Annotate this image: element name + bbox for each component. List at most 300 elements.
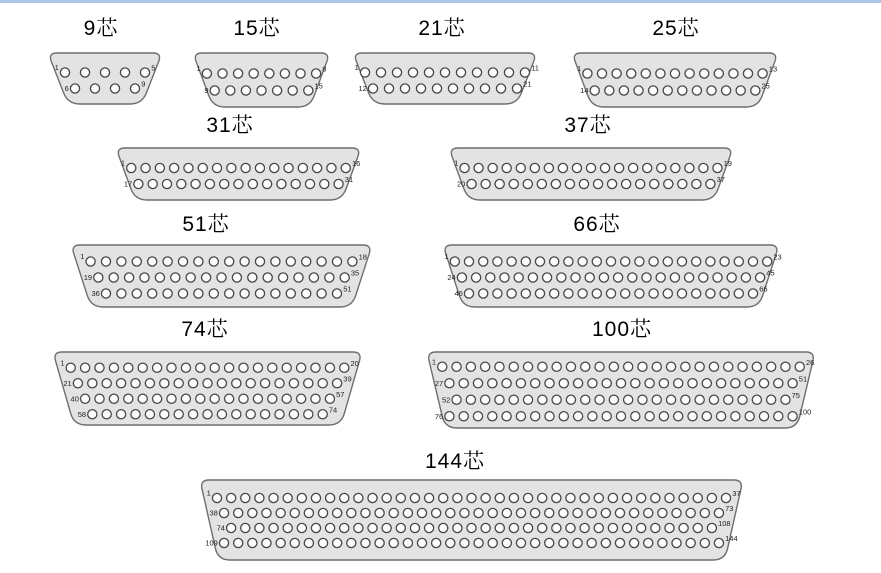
- pin: [347, 538, 356, 547]
- pin: [298, 163, 307, 172]
- pin: [210, 86, 219, 95]
- pin: [688, 412, 697, 421]
- pin: [664, 179, 673, 188]
- pin: [384, 84, 393, 93]
- pin: [481, 493, 490, 502]
- pin: [656, 69, 665, 78]
- pin: [481, 395, 490, 404]
- pin: [595, 362, 604, 371]
- pin: [268, 394, 277, 403]
- top-border: [0, 0, 881, 3]
- pin: [509, 523, 518, 532]
- pin: [277, 179, 286, 188]
- pin: [296, 69, 305, 78]
- pin: [688, 379, 697, 388]
- pin: [467, 179, 476, 188]
- pin: [745, 412, 754, 421]
- pin: [488, 508, 497, 517]
- pin-number-label: 58: [77, 409, 87, 419]
- pin: [516, 508, 525, 517]
- pin: [619, 86, 628, 95]
- pin: [340, 523, 349, 532]
- pin: [700, 69, 709, 78]
- connector-15pin: [193, 53, 330, 107]
- pin: [731, 379, 740, 388]
- pin: [124, 394, 133, 403]
- pin: [217, 379, 226, 388]
- pin: [302, 257, 311, 266]
- pin: [153, 394, 162, 403]
- pin: [217, 273, 226, 282]
- pin: [174, 379, 183, 388]
- pin: [693, 523, 702, 532]
- pin: [523, 493, 532, 502]
- pin: [488, 538, 497, 547]
- pin: [645, 412, 654, 421]
- pin: [134, 179, 143, 188]
- pin: [446, 508, 455, 517]
- pin: [659, 412, 668, 421]
- pin: [580, 493, 589, 502]
- pin: [652, 395, 661, 404]
- pin: [641, 69, 650, 78]
- pin: [382, 493, 391, 502]
- pin: [334, 179, 343, 188]
- pin-number-label: 100: [798, 407, 812, 417]
- pin: [174, 410, 183, 419]
- pin-number-label: 15: [314, 81, 323, 91]
- pin: [375, 538, 384, 547]
- pin: [586, 163, 595, 172]
- pin: [424, 68, 433, 77]
- pin-number-label: 36: [91, 289, 100, 299]
- pin: [502, 163, 511, 172]
- pin: [628, 273, 637, 282]
- pin: [659, 379, 668, 388]
- pin: [681, 362, 690, 371]
- pin: [767, 395, 776, 404]
- pin: [727, 273, 736, 282]
- pin: [685, 69, 694, 78]
- pin: [699, 163, 708, 172]
- pin: [588, 412, 597, 421]
- pin: [160, 379, 169, 388]
- pin: [265, 69, 274, 78]
- pin: [410, 493, 419, 502]
- pin-number-label: 1: [80, 252, 85, 261]
- pin: [743, 69, 752, 78]
- pin: [453, 523, 462, 532]
- pin: [650, 179, 659, 188]
- pin: [706, 257, 715, 266]
- connector-74pin: [53, 352, 362, 425]
- pin-number-label: 1: [354, 63, 359, 72]
- connector-66pin: [443, 245, 782, 307]
- pin: [109, 394, 118, 403]
- pin: [194, 257, 203, 266]
- pin: [205, 179, 214, 188]
- pin: [496, 84, 505, 93]
- pin: [521, 257, 530, 266]
- pin: [652, 362, 661, 371]
- pin: [606, 257, 615, 266]
- pin: [666, 395, 675, 404]
- connector-shell: [355, 53, 534, 104]
- pin: [702, 412, 711, 421]
- pin: [241, 523, 250, 532]
- pin: [280, 69, 289, 78]
- pin: [656, 273, 665, 282]
- pin: [66, 363, 75, 372]
- pin: [550, 257, 559, 266]
- pin: [459, 412, 468, 421]
- pin: [495, 523, 504, 532]
- pin: [606, 289, 615, 298]
- pin: [163, 257, 172, 266]
- pin: [347, 508, 356, 517]
- pin: [615, 508, 624, 517]
- pin: [450, 257, 459, 266]
- pin: [290, 508, 299, 517]
- pin: [109, 363, 118, 372]
- pin: [559, 508, 568, 517]
- pin: [417, 508, 426, 517]
- pin-number-label: 37: [716, 175, 725, 184]
- pin: [354, 523, 363, 532]
- pin-number-label: 1: [54, 63, 59, 72]
- pin: [672, 538, 681, 547]
- pin: [559, 379, 568, 388]
- pin: [203, 410, 212, 419]
- pin-number-label: 75: [791, 390, 800, 400]
- pin: [643, 163, 652, 172]
- pin: [538, 395, 547, 404]
- pin: [341, 163, 350, 172]
- pin: [460, 538, 469, 547]
- pin: [748, 289, 757, 298]
- pin: [557, 273, 566, 282]
- pin: [227, 163, 236, 172]
- pin: [248, 179, 257, 188]
- pin: [609, 395, 618, 404]
- pin: [720, 257, 729, 266]
- pin: [566, 493, 575, 502]
- pin: [679, 523, 688, 532]
- pin: [145, 379, 154, 388]
- pin-number-label: 21: [63, 378, 72, 388]
- pin: [354, 493, 363, 502]
- pin: [520, 68, 529, 77]
- pin: [177, 179, 186, 188]
- pin: [709, 395, 718, 404]
- pin: [333, 508, 342, 517]
- pin-number-label: 108: [718, 519, 731, 528]
- pin: [219, 508, 228, 517]
- pin: [566, 362, 575, 371]
- pin: [263, 273, 272, 282]
- pin: [516, 538, 525, 547]
- pin-number-label: 12: [358, 84, 367, 94]
- pin: [255, 289, 264, 298]
- pin: [788, 379, 797, 388]
- pin: [630, 538, 639, 547]
- connector-21pin: [353, 53, 537, 104]
- pin: [759, 379, 768, 388]
- pin: [101, 289, 110, 298]
- pin: [467, 493, 476, 502]
- pin: [60, 68, 69, 77]
- pin-number-label: 1: [206, 488, 211, 498]
- pin: [181, 363, 190, 372]
- pin: [148, 179, 157, 188]
- pin: [248, 508, 257, 517]
- pin: [275, 410, 284, 419]
- pin: [481, 179, 490, 188]
- pin-number-label: 20: [457, 179, 466, 189]
- pin: [500, 273, 509, 282]
- pin: [317, 257, 326, 266]
- pin: [325, 273, 334, 282]
- pin: [706, 179, 715, 188]
- connector-title-100: 100芯: [591, 318, 653, 341]
- pin-number-label: 11: [531, 63, 539, 73]
- pin-number-label: 57: [336, 389, 345, 399]
- pin-number-label: 51: [798, 374, 808, 384]
- pin: [318, 379, 327, 388]
- pin: [729, 69, 738, 78]
- pin: [127, 163, 136, 172]
- pin: [218, 69, 227, 78]
- pin: [502, 538, 511, 547]
- pin: [163, 289, 172, 298]
- pin: [241, 86, 250, 95]
- pin: [581, 395, 590, 404]
- pin: [148, 257, 157, 266]
- pin: [424, 493, 433, 502]
- pin-number-label: 1: [577, 64, 582, 73]
- pin: [396, 493, 405, 502]
- pin: [788, 412, 797, 421]
- pin: [246, 410, 255, 419]
- pin: [270, 163, 279, 172]
- pin: [795, 362, 804, 371]
- pin-number-label: 13: [768, 64, 778, 74]
- pin: [286, 289, 295, 298]
- pin: [745, 379, 754, 388]
- pin: [486, 273, 495, 282]
- pin: [566, 523, 575, 532]
- pin: [410, 523, 419, 532]
- pin-number-label: 26: [805, 357, 815, 367]
- pin: [665, 493, 674, 502]
- pin-number-label: 9: [141, 79, 146, 89]
- pin: [531, 508, 540, 517]
- pin: [340, 273, 349, 282]
- pin: [631, 379, 640, 388]
- pin: [748, 257, 757, 266]
- pin: [700, 508, 709, 517]
- pin: [738, 362, 747, 371]
- pin: [635, 289, 644, 298]
- pin: [227, 493, 236, 502]
- pin: [311, 394, 320, 403]
- pin: [615, 163, 624, 172]
- pin: [602, 379, 611, 388]
- pin: [162, 179, 171, 188]
- pin: [629, 163, 638, 172]
- pin: [284, 163, 293, 172]
- pin: [612, 69, 621, 78]
- pin: [752, 362, 761, 371]
- connector-shell: [574, 53, 778, 107]
- pin: [271, 289, 280, 298]
- pin: [73, 379, 82, 388]
- pin: [566, 395, 575, 404]
- pin: [622, 523, 631, 532]
- pin: [509, 493, 518, 502]
- pin-number-label: 39: [343, 374, 352, 384]
- pin: [460, 508, 469, 517]
- pin: [132, 257, 141, 266]
- pin-number-label: 18: [358, 252, 367, 262]
- pin: [297, 493, 306, 502]
- pin: [724, 395, 733, 404]
- pin: [578, 289, 587, 298]
- pin: [495, 179, 504, 188]
- pin: [678, 86, 687, 95]
- pin: [721, 493, 730, 502]
- pin: [472, 68, 481, 77]
- pin: [717, 412, 726, 421]
- pin: [535, 289, 544, 298]
- pin: [608, 523, 617, 532]
- pin: [101, 257, 110, 266]
- pin: [312, 69, 321, 78]
- pin: [763, 257, 772, 266]
- pin: [767, 362, 776, 371]
- pin-number-label: 21: [523, 79, 532, 89]
- pin-number-label: 1: [196, 64, 201, 73]
- pin: [438, 362, 447, 371]
- pin: [464, 257, 473, 266]
- pin-number-label: 74: [328, 405, 338, 415]
- pin: [439, 493, 448, 502]
- pin: [167, 363, 176, 372]
- pin: [375, 508, 384, 517]
- pin: [457, 273, 466, 282]
- pin: [509, 362, 518, 371]
- pin: [579, 179, 588, 188]
- connector-shell: [118, 148, 361, 200]
- connector-37pin: [449, 148, 733, 200]
- pin: [473, 379, 482, 388]
- pin: [130, 84, 139, 93]
- connector-31pin: [116, 148, 361, 200]
- pin: [756, 273, 765, 282]
- pin: [219, 538, 228, 547]
- pin: [376, 68, 385, 77]
- pin: [269, 523, 278, 532]
- pin: [670, 273, 679, 282]
- pin: [621, 257, 630, 266]
- pin: [325, 363, 334, 372]
- pin: [304, 379, 313, 388]
- pin: [481, 523, 490, 532]
- pin: [621, 289, 630, 298]
- pin: [493, 257, 502, 266]
- pin: [368, 84, 377, 93]
- pin: [318, 410, 327, 419]
- pin: [512, 84, 521, 93]
- pin: [86, 257, 95, 266]
- pin: [232, 410, 241, 419]
- pin: [593, 179, 602, 188]
- pin: [590, 86, 599, 95]
- pin: [389, 538, 398, 547]
- pin: [124, 363, 133, 372]
- connector-shell: [202, 480, 742, 560]
- pin: [531, 412, 540, 421]
- pin: [332, 289, 341, 298]
- pin: [88, 410, 97, 419]
- pin: [681, 395, 690, 404]
- pin: [445, 379, 454, 388]
- pin: [227, 523, 236, 532]
- pin: [232, 379, 241, 388]
- pin: [94, 273, 103, 282]
- pin: [670, 69, 679, 78]
- pin: [736, 86, 745, 95]
- pin: [240, 289, 249, 298]
- pin: [268, 363, 277, 372]
- pin: [189, 410, 198, 419]
- pin: [249, 69, 258, 78]
- pin: [318, 538, 327, 547]
- connector-title-25: 25芯: [652, 17, 700, 40]
- pin-number-label: 1: [60, 358, 65, 368]
- pin: [531, 379, 540, 388]
- pin: [523, 395, 532, 404]
- connector-9pin: [48, 53, 162, 104]
- pin-number-label: 19: [83, 273, 93, 283]
- pin: [594, 523, 603, 532]
- pin: [262, 508, 271, 517]
- pin: [717, 379, 726, 388]
- pin-number-label: 37: [732, 489, 741, 498]
- pin: [196, 363, 205, 372]
- pin: [297, 394, 306, 403]
- pin: [239, 394, 248, 403]
- pin: [752, 395, 761, 404]
- connector-title-31: 31芯: [206, 114, 254, 137]
- pin: [327, 163, 336, 172]
- pin-number-label: 31: [344, 175, 354, 184]
- pin-number-label: 45: [766, 268, 775, 278]
- pin: [326, 523, 335, 532]
- pin: [644, 538, 653, 547]
- pin: [153, 363, 162, 372]
- pin: [203, 379, 212, 388]
- pin: [453, 493, 462, 502]
- pin: [289, 379, 298, 388]
- pin: [583, 69, 592, 78]
- pin: [125, 273, 134, 282]
- pin: [439, 523, 448, 532]
- pin: [608, 493, 617, 502]
- pin: [601, 508, 610, 517]
- pin: [309, 273, 318, 282]
- pin-number-label: 25: [761, 81, 770, 91]
